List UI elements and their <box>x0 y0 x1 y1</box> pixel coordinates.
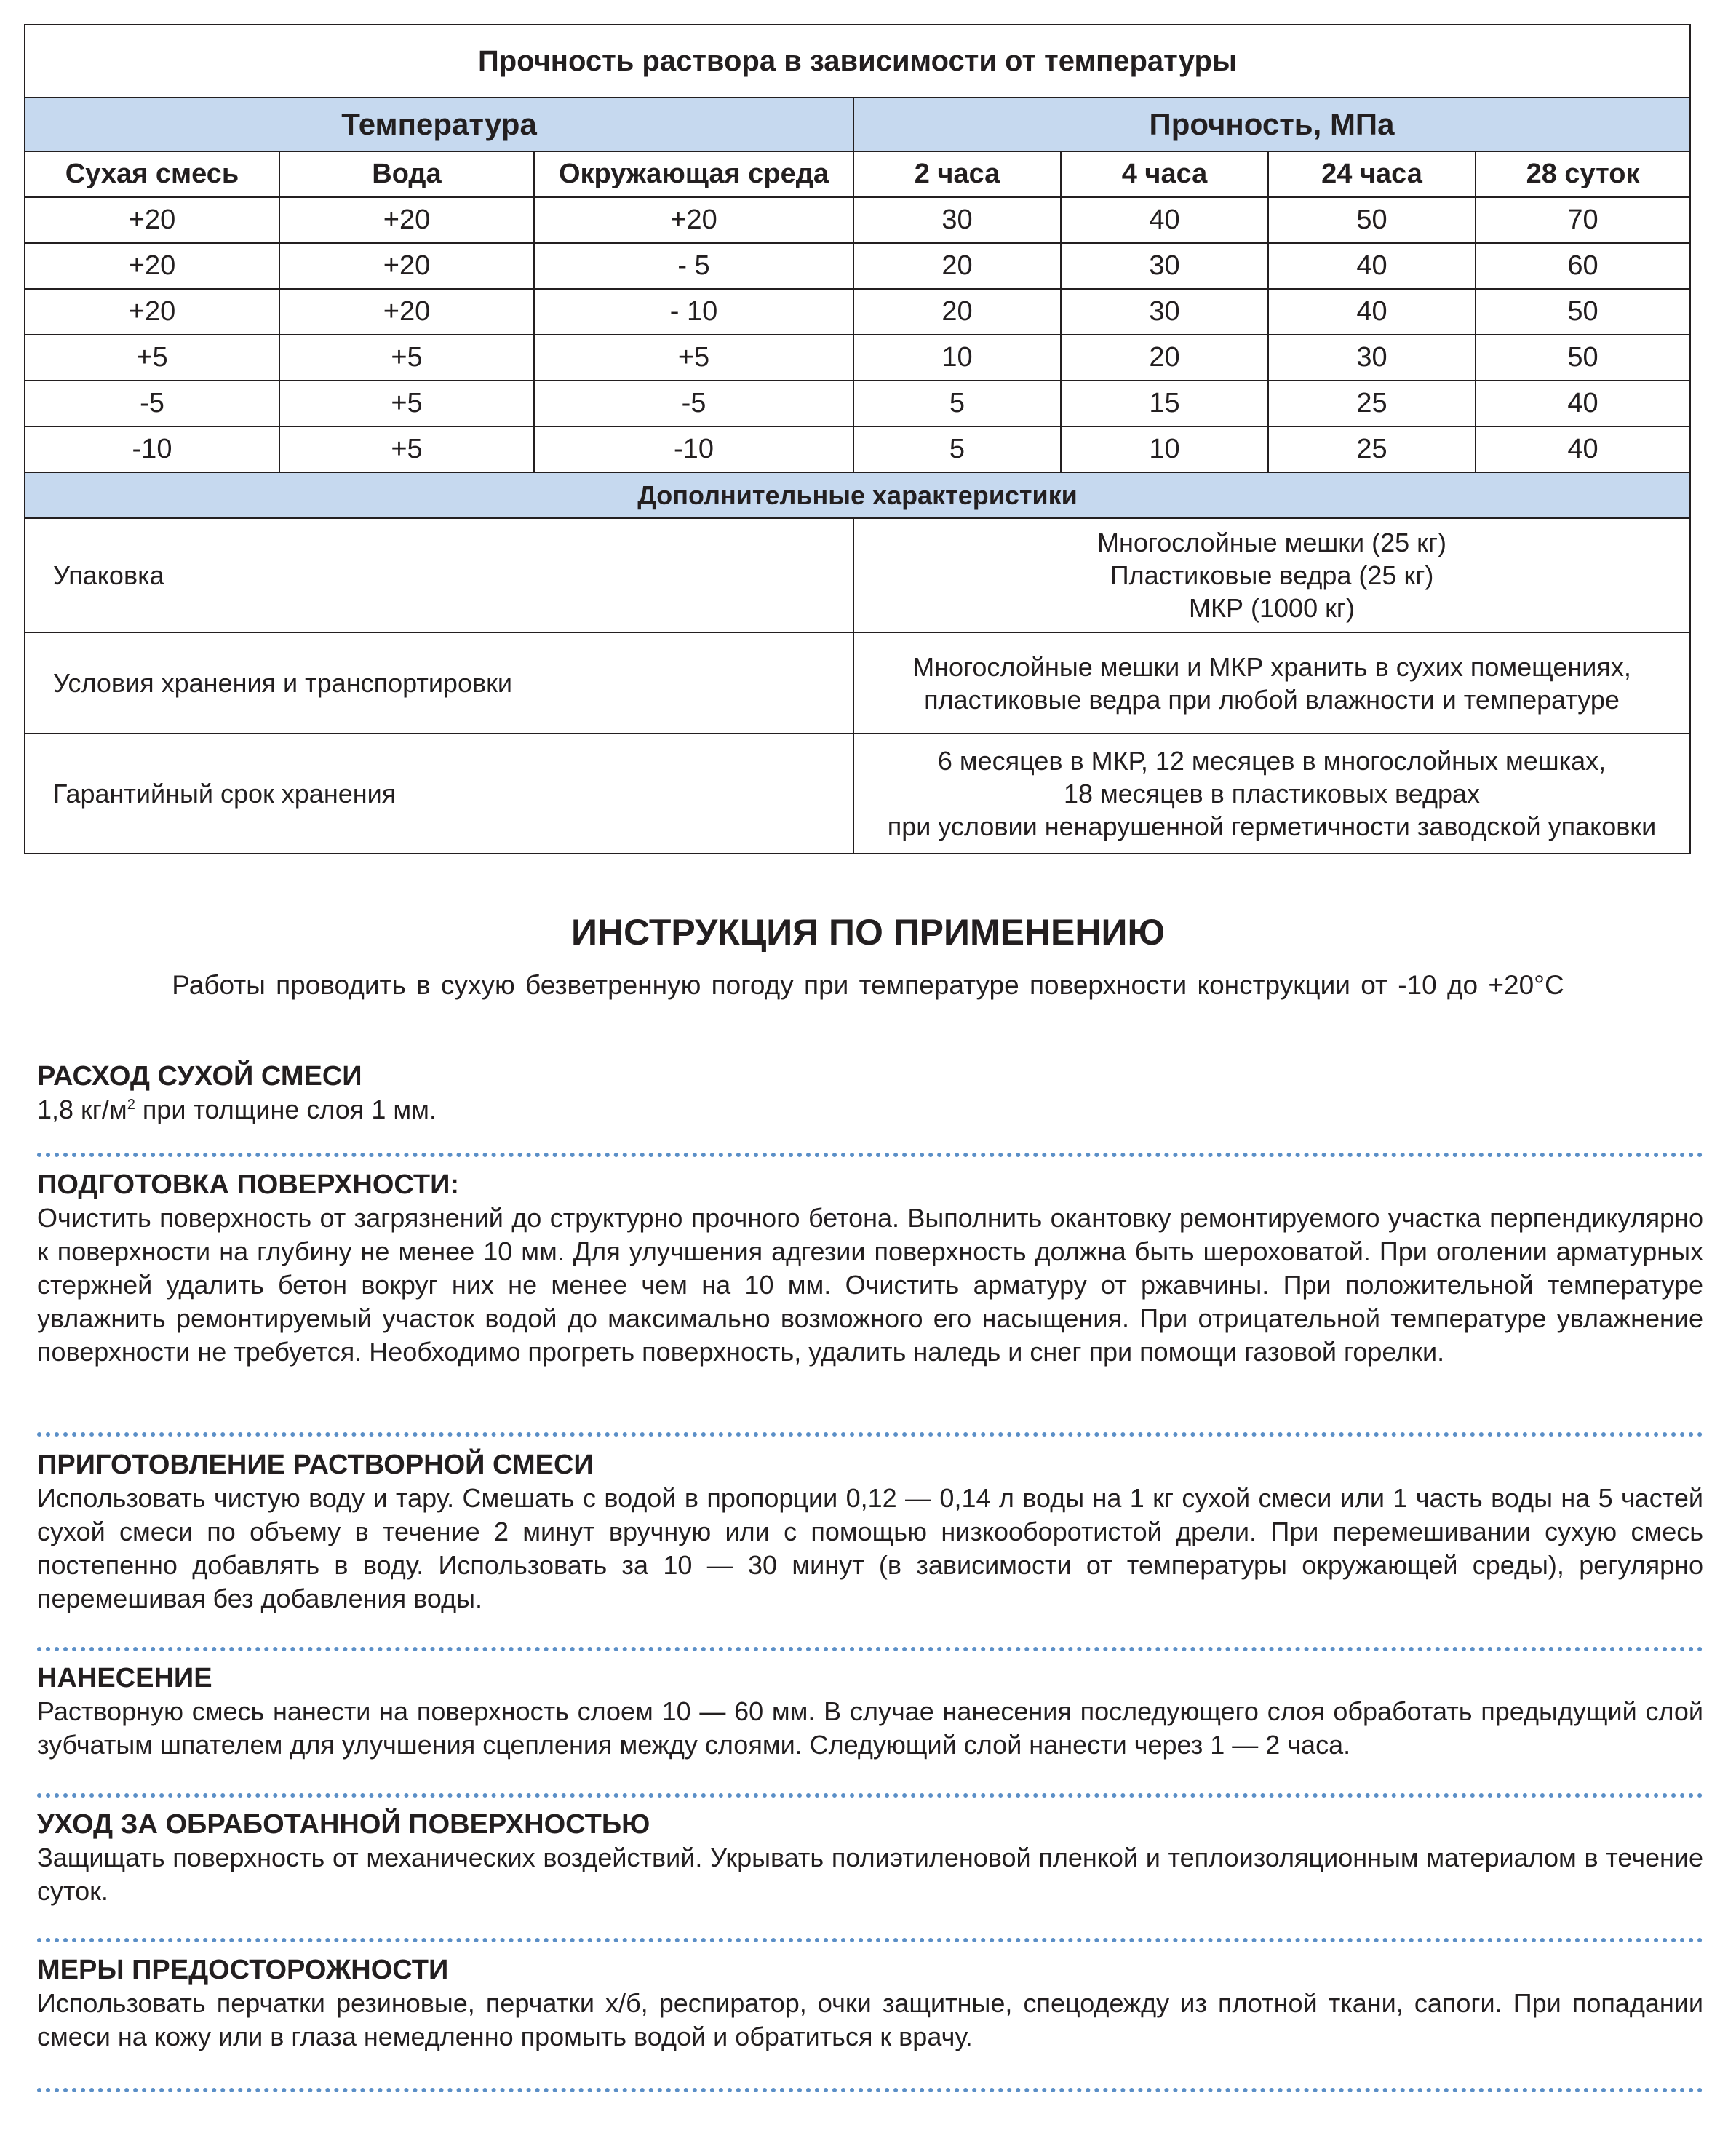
consumption-note: при толщине слоя 1 мм. <box>135 1095 437 1124</box>
table-cell: +5 <box>25 335 279 381</box>
info-value-line: 6 месяцев в МКР, 12 месяцев в многослойных мешках, <box>937 746 1606 776</box>
section-body: Использовать чистую воду и тару. Смешать с водой в пропорции 0,12 — 0,14 л воды на 1 кг сухой смеси или 1 часть воды на 5 частей сухой смеси по объему в течение 2 минут вручную или с помощью низкооборотистой дрели. При перемешивании сухую смесь постепенно добавлять в воду. Использовать за 10 — 30 минут (в зависимости от температуры окружающей среды), регулярно перемешивая без добавления воды. <box>37 1483 1703 1613</box>
table-cell: +5 <box>279 381 534 426</box>
column-header: Сухая смесь <box>25 151 279 197</box>
column-header: Окружающая среда <box>534 151 853 197</box>
table-cell: 60 <box>1476 243 1690 289</box>
section-title: ПРИГОТОВЛЕНИЕ РАСТВОРНОЙ СМЕСИ <box>37 1450 594 1480</box>
table-cell: 20 <box>853 243 1061 289</box>
info-label: Упаковка <box>25 518 853 632</box>
section-title: УХОД ЗА ОБРАБОТАННОЙ ПОВЕРХНОСТЬЮ <box>37 1809 650 1840</box>
section-body: Защищать поверхность от механических воздействий. Укрывать полиэтиленовой пленкой и теплоизоляционным материалом в течение суток. <box>37 1843 1703 1906</box>
instructions-title: ИНСТРУКЦИЯ ПО ПРИМЕНЕНИЮ <box>570 912 1166 953</box>
info-value <box>853 632 1690 734</box>
table-cell: +5 <box>279 426 534 472</box>
table-cell: - 10 <box>534 289 853 335</box>
info-value-line: Многослойные мешки и МКР хранить в сухих помещениях, <box>912 651 1631 682</box>
section-body: Растворную смесь нанести на поверхность слоем 10 — 60 мм. В случае нанесения последующего слоя обработать предыдущий слой зубчатым шпателем для улучшения сцепления между слоями. Следующий слой нанести через 1 — 2 часа. <box>37 1696 1703 1760</box>
superscript: 2 <box>127 1097 135 1113</box>
table-cell: 30 <box>853 197 1061 243</box>
section-body: Использовать перчатки резиновые, перчатки х/б, респиратор, очки защитные, спецодежду из плотной ткани, сапоги. При попадании смеси на кожу или в глаза немедленно промыть водой и обратиться к врачу. <box>37 1988 1703 2051</box>
group-header-temperature: Температура <box>25 98 853 151</box>
table-cell: 70 <box>1476 197 1690 243</box>
table-cell: 20 <box>853 289 1061 335</box>
table-cell: 40 <box>1268 243 1476 289</box>
section-title: ПОДГОТОВКА ПОВЕРХНОСТИ: <box>37 1169 460 1200</box>
section-title: НАНЕСЕНИЕ <box>37 1663 212 1693</box>
info-row-packaging <box>25 518 1690 632</box>
table-cell: 20 <box>1061 335 1268 381</box>
info-value-line: Пластиковые ведра (25 кг) <box>1110 560 1434 590</box>
info-value-line: Многослойные мешки (25 кг) <box>1097 528 1447 557</box>
table-cell: -10 <box>534 426 853 472</box>
section-consumption <box>37 1060 1703 1127</box>
column-header: 28 суток <box>1476 151 1690 197</box>
table-cell: 25 <box>1268 426 1476 472</box>
table-cell: 30 <box>1268 335 1476 381</box>
table-cell: 50 <box>1268 197 1476 243</box>
table-cell: 50 <box>1476 289 1690 335</box>
table-cell: 40 <box>1476 426 1690 472</box>
table-cell: 50 <box>1476 335 1690 381</box>
table-cell: +20 <box>279 197 534 243</box>
table-cell: 40 <box>1476 381 1690 426</box>
table-cell: +5 <box>279 335 534 381</box>
column-header: 2 часа <box>853 151 1061 197</box>
table-cell: 10 <box>1061 426 1268 472</box>
section-precautions <box>37 1953 1703 2054</box>
table-cell: 5 <box>853 426 1061 472</box>
info-value <box>853 734 1690 854</box>
section-title: МЕРЫ ПРЕДОСТОРОЖНОСТИ <box>37 1955 449 1985</box>
column-header-row <box>25 151 1690 197</box>
column-header: 24 часа <box>1268 151 1476 197</box>
info-value-line: 18 месяцев в пластиковых ведрах <box>1063 779 1481 809</box>
table-row <box>25 426 1690 472</box>
info-row-shelf-life <box>25 734 1690 854</box>
table-cell: 15 <box>1061 381 1268 426</box>
section-divider <box>37 1938 1703 1942</box>
additional-header: Дополнительные характеристики <box>25 472 1690 518</box>
section-surface-care <box>37 1808 1703 1908</box>
table-row <box>25 335 1690 381</box>
table-row <box>25 381 1690 426</box>
info-value <box>853 518 1690 632</box>
table-cell: 30 <box>1061 243 1268 289</box>
table-cell: - 5 <box>534 243 853 289</box>
column-header: Вода <box>279 151 534 197</box>
table-cell: -10 <box>25 426 279 472</box>
strength-table <box>24 24 1691 854</box>
table-cell: 40 <box>1061 197 1268 243</box>
table-cell: 25 <box>1268 381 1476 426</box>
table-cell: 10 <box>853 335 1061 381</box>
table-cell: +20 <box>534 197 853 243</box>
section-body: Очистить поверхность от загрязнений до структурно прочного бетона. Выполнить окантовку ремонтируемого участка перпендикулярно к поверхности на глубину не менее 10 мм. Для улучшения адгезии поверхность должна быть шероховатой. При оголении арматурных стержней удалить бетон вокруг них не менее чем на 10 мм. Очистить арматуру от ржавчины. При положительной температуре увлажнить ремонтируемый участок водой до максимально возможного его насыщения. При отрицательной температуре увлажнение поверхности не требуется. Необходимо прогреть поверхность, удалить наледь и снег при помощи газовой горелки. <box>37 1203 1703 1367</box>
table-cell: -5 <box>534 381 853 426</box>
table-cell: +20 <box>279 289 534 335</box>
group-header-strength: Прочность, МПа <box>853 98 1690 151</box>
info-label: Условия хранения и транспортировки <box>25 632 853 734</box>
consumption-value: 1,8 кг/м <box>37 1095 127 1124</box>
info-label: Гарантийный срок хранения <box>25 734 853 854</box>
info-row-storage <box>25 632 1690 734</box>
info-value-line: пластиковые ведра при любой влажности и температуре <box>924 684 1620 715</box>
section-divider <box>37 1153 1703 1157</box>
table-cell: +5 <box>534 335 853 381</box>
table-cell: +20 <box>25 197 279 243</box>
section-divider <box>37 1793 1703 1798</box>
table-cell: 40 <box>1268 289 1476 335</box>
section-application <box>37 1661 1703 1762</box>
info-value-line: при условии ненарушенной герметичности заводской упаковки <box>887 811 1657 841</box>
table-cell: -5 <box>25 381 279 426</box>
table-row <box>25 197 1690 243</box>
table-row <box>25 243 1690 289</box>
table-title: Прочность раствора в зависимости от температуры <box>25 25 1690 98</box>
table-cell: +20 <box>25 289 279 335</box>
table-cell: 5 <box>853 381 1061 426</box>
section-divider <box>37 2088 1703 2092</box>
section-body <box>37 1093 1703 1127</box>
section-divider <box>37 1432 1703 1437</box>
section-surface-prep <box>37 1168 1703 1369</box>
info-value-line: МКР (1000 кг) <box>1189 593 1355 623</box>
instructions-subtitle: Работы проводить в сухую безветренную погоду при температуре поверхности конструкции от -10 до +20°С <box>172 970 1564 1000</box>
table-row <box>25 289 1690 335</box>
table-cell: 30 <box>1061 289 1268 335</box>
section-divider <box>37 1647 1703 1651</box>
column-header: 4 часа <box>1061 151 1268 197</box>
table-cell: +20 <box>279 243 534 289</box>
table-cell: +20 <box>25 243 279 289</box>
section-mix-prep <box>37 1448 1703 1616</box>
section-title: РАСХОД СУХОЙ СМЕСИ <box>37 1061 362 1092</box>
